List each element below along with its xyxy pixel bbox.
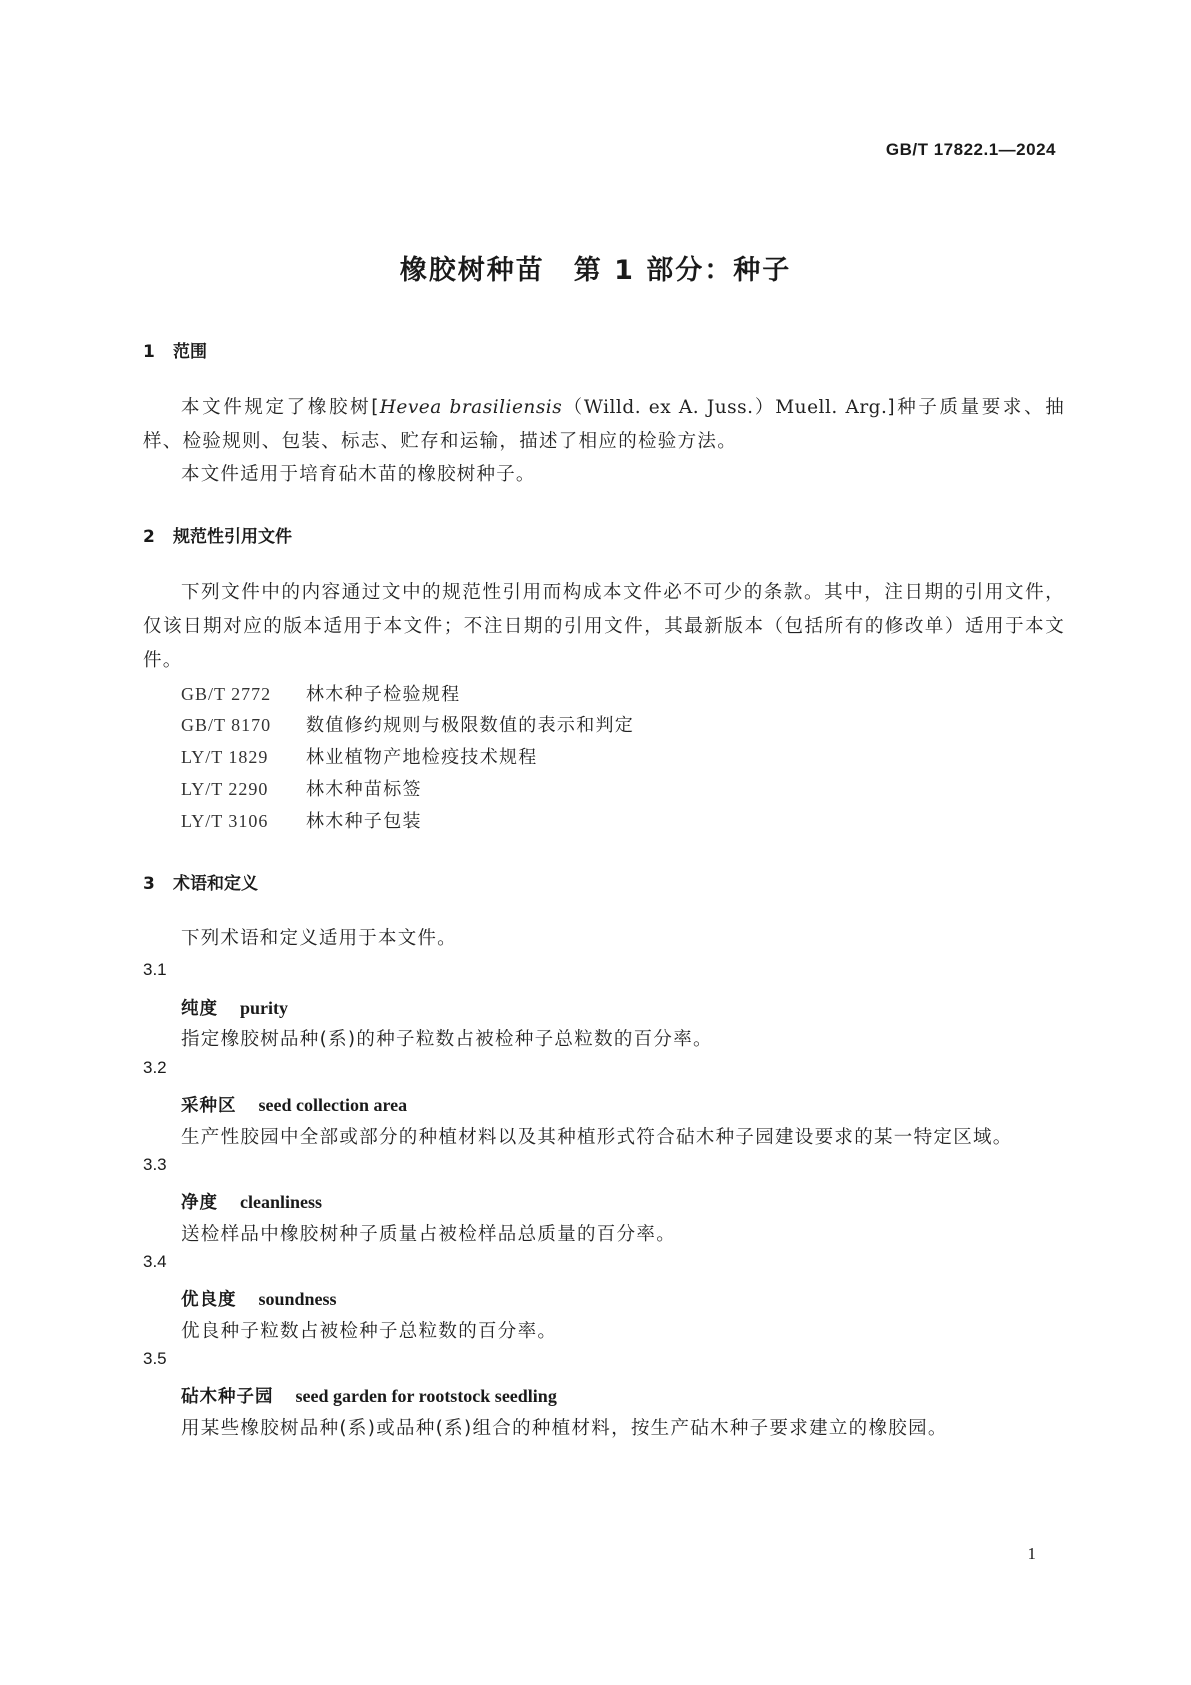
- term-zh: 净度: [181, 1193, 218, 1213]
- section-number: 3: [143, 874, 155, 894]
- scope-applicability: 本文件适用于培育砧木苗的橡胶树种子。: [181, 464, 536, 485]
- page-number: 1: [1027, 1544, 1036, 1563]
- terms-intro: 下列术语和定义适用于本文件。: [181, 928, 457, 949]
- reference-item: [181, 680, 460, 706]
- reference-title: 林木种子检验规程: [306, 684, 461, 705]
- section-number: 2: [143, 527, 155, 547]
- term-definition: 优良种子粒数占被检种子总粒数的百分率。: [181, 1321, 558, 1342]
- term-en: seed collection area: [258, 1095, 408, 1115]
- section-title: 范围: [173, 342, 207, 362]
- section-title: 术语和定义: [173, 874, 258, 894]
- species-name: Hevea brasiliensis: [379, 397, 563, 418]
- term-zh: 纯度: [181, 999, 218, 1019]
- section-title: 规范性引用文件: [173, 527, 292, 547]
- term-en: seed garden for rootstock seedling: [295, 1386, 557, 1406]
- section-heading-terms: [143, 869, 258, 894]
- scope-paragraph: [143, 391, 1065, 459]
- reference-code: GB/T 2772: [181, 684, 272, 704]
- term-definition: 生产性胶园中全部或部分的种植材料以及其种植形式符合砧木种子园建设要求的某一特定区域。: [181, 1127, 1013, 1148]
- term-zh: 砧木种子园: [181, 1387, 274, 1407]
- reference-code: LY/T 1829: [181, 747, 269, 767]
- reference-title: 林业植物产地检疫技术规程: [306, 747, 538, 768]
- references-intro: 下列文件中的内容通过文中的规范性引用而构成本文件必不可少的条款。其中，注日期的引用文件，仅该日期对应的版本适用于本文件；不注日期的引用文件，其最新版本（包括所有的修改单）适用于本文件。: [143, 582, 1065, 671]
- term-number: 3.2: [143, 1058, 167, 1077]
- term-en: soundness: [258, 1289, 337, 1309]
- term-en: purity: [240, 998, 289, 1018]
- section-number: 1: [143, 342, 155, 362]
- reference-code: GB/T 8170: [181, 715, 272, 735]
- term-zh: 采种区: [181, 1096, 237, 1116]
- species-authority: （Willd. ex A. Juss.）Muell. Arg.: [562, 397, 888, 418]
- term-definition: 送检样品中橡胶树种子质量占被检样品总质量的百分率。: [181, 1224, 677, 1245]
- reference-title: 林木种苗标签: [306, 779, 422, 800]
- term-definition: 用某些橡胶树品种(系)或品种(系)组合的种植材料，按生产砧木种子要求建立的橡胶园。: [181, 1418, 948, 1439]
- reference-item: [181, 775, 422, 801]
- scope-text-b: ]种子质量要求、抽样、检验规则、包装、标志、贮存和运输，描述了相应的检验方法。: [143, 397, 1066, 452]
- term-heading: [181, 1189, 322, 1214]
- term-definition: 指定橡胶树品种(系)的种子粒数占被检种子总粒数的百分率。: [181, 1029, 713, 1050]
- term-heading: [181, 1286, 337, 1311]
- term-number: 3.5: [143, 1349, 167, 1368]
- reference-code: LY/T 2290: [181, 779, 269, 799]
- scope-text-a: 本文件规定了橡胶树[: [181, 397, 380, 418]
- reference-item: [181, 807, 422, 833]
- reference-title: 林木种子包装: [306, 811, 422, 832]
- reference-title: 数值修约规则与极限数值的表示和判定: [306, 715, 635, 736]
- term-heading: [181, 1383, 557, 1408]
- section-heading-scope: [143, 337, 207, 362]
- term-heading: [181, 995, 288, 1020]
- term-number: 3.1: [143, 960, 167, 979]
- reference-item: [181, 711, 634, 737]
- reference-item: [181, 743, 538, 769]
- term-heading: [181, 1092, 407, 1117]
- term-number: 3.4: [143, 1252, 167, 1271]
- term-en: cleanliness: [240, 1192, 323, 1212]
- document-title: 橡胶树种苗 第 1 部分：种子: [399, 255, 792, 286]
- section-heading-references: [143, 522, 292, 547]
- term-zh: 优良度: [181, 1290, 237, 1310]
- standard-code: GB/T 17822.1—2024: [885, 140, 1056, 159]
- reference-code: LY/T 3106: [181, 811, 269, 831]
- term-number: 3.3: [143, 1155, 167, 1174]
